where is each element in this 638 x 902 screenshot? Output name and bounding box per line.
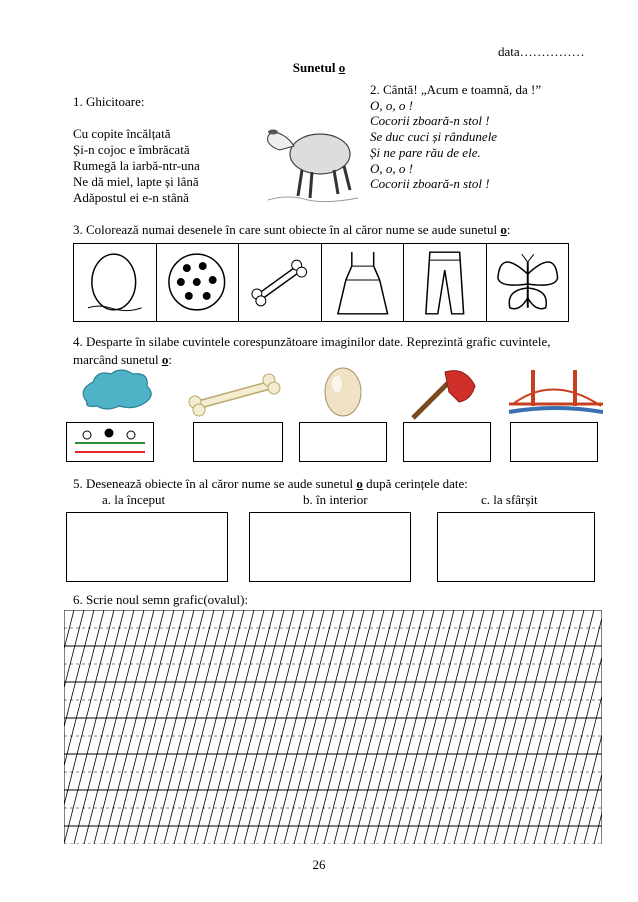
date-label: data…………… [498, 44, 585, 59]
syllable-box-axe[interactable] [403, 422, 491, 462]
syllable-box-cloud[interactable] [66, 422, 154, 462]
ball-icon [157, 244, 239, 321]
butterfly-icon [487, 244, 569, 321]
riddle-text: Cu copite încălțată Și-n cojoc e îmbrăcată Rumegă la iarbă-ntr-una Ne dă miel, lapte și lână Adăpostul ei e-n stână [73, 126, 200, 205]
coloring-pictures-row [73, 243, 569, 322]
exercise-1-heading: 1. Ghicitoare: [73, 94, 145, 109]
bridge-icon [509, 370, 603, 412]
picture-cell[interactable] [404, 244, 487, 321]
picture-cell[interactable] [74, 244, 157, 321]
handwriting-lines[interactable] [64, 610, 602, 844]
draw-box-end[interactable] [437, 512, 595, 582]
picture-cell[interactable] [322, 244, 405, 321]
exercise-4-pictures [73, 366, 603, 422]
syllable-scheme [67, 423, 153, 461]
exercise-5-text: 5. Desenează obiecte în al căror nume se aude sunetul o după cerințele date: [73, 476, 468, 491]
draw-box-beginning[interactable] [66, 512, 228, 582]
bone-icon [239, 244, 321, 321]
axe-icon [413, 371, 475, 418]
page-title: Sunetul o [292, 60, 346, 75]
egg-icon [74, 244, 156, 321]
syllable-box-bridge[interactable] [510, 422, 598, 462]
exercise-3-text: 3. Colorează numai desenele în care sunt obiecte în al căror nume se aude sunetul o: [73, 222, 511, 237]
exercise-6-text: 6. Scrie noul semn grafic(ovalul): [73, 592, 249, 607]
picture-cell[interactable] [487, 244, 569, 321]
page-number: 26 [312, 857, 326, 872]
exercise-4-text: 4. Desparte în silabe cuvintele corespunzătoare imaginilor date. Reprezintă grafic cuvintele, marcând sunetul o: [73, 334, 551, 367]
syllable-box-bone[interactable] [193, 422, 283, 462]
picture-cell[interactable] [239, 244, 322, 321]
draw-box-middle[interactable] [249, 512, 411, 582]
cloud-icon [83, 370, 151, 409]
picture-cell[interactable] [157, 244, 240, 321]
sheep-icon [258, 106, 368, 206]
egg-icon [325, 368, 361, 416]
exercise-2: 2. Cântă! „Acum e toamnă, da !” O, o, o ! Cocorii zboară-n stol ! Se duc cuci și rândunele Și ne pare rău de ele. O, o, o ! Cocorii zboară-n stol ! [370, 82, 542, 192]
bone-icon [189, 374, 280, 416]
dress-icon [322, 244, 404, 321]
trousers-icon [404, 244, 486, 321]
syllable-box-egg[interactable] [299, 422, 387, 462]
